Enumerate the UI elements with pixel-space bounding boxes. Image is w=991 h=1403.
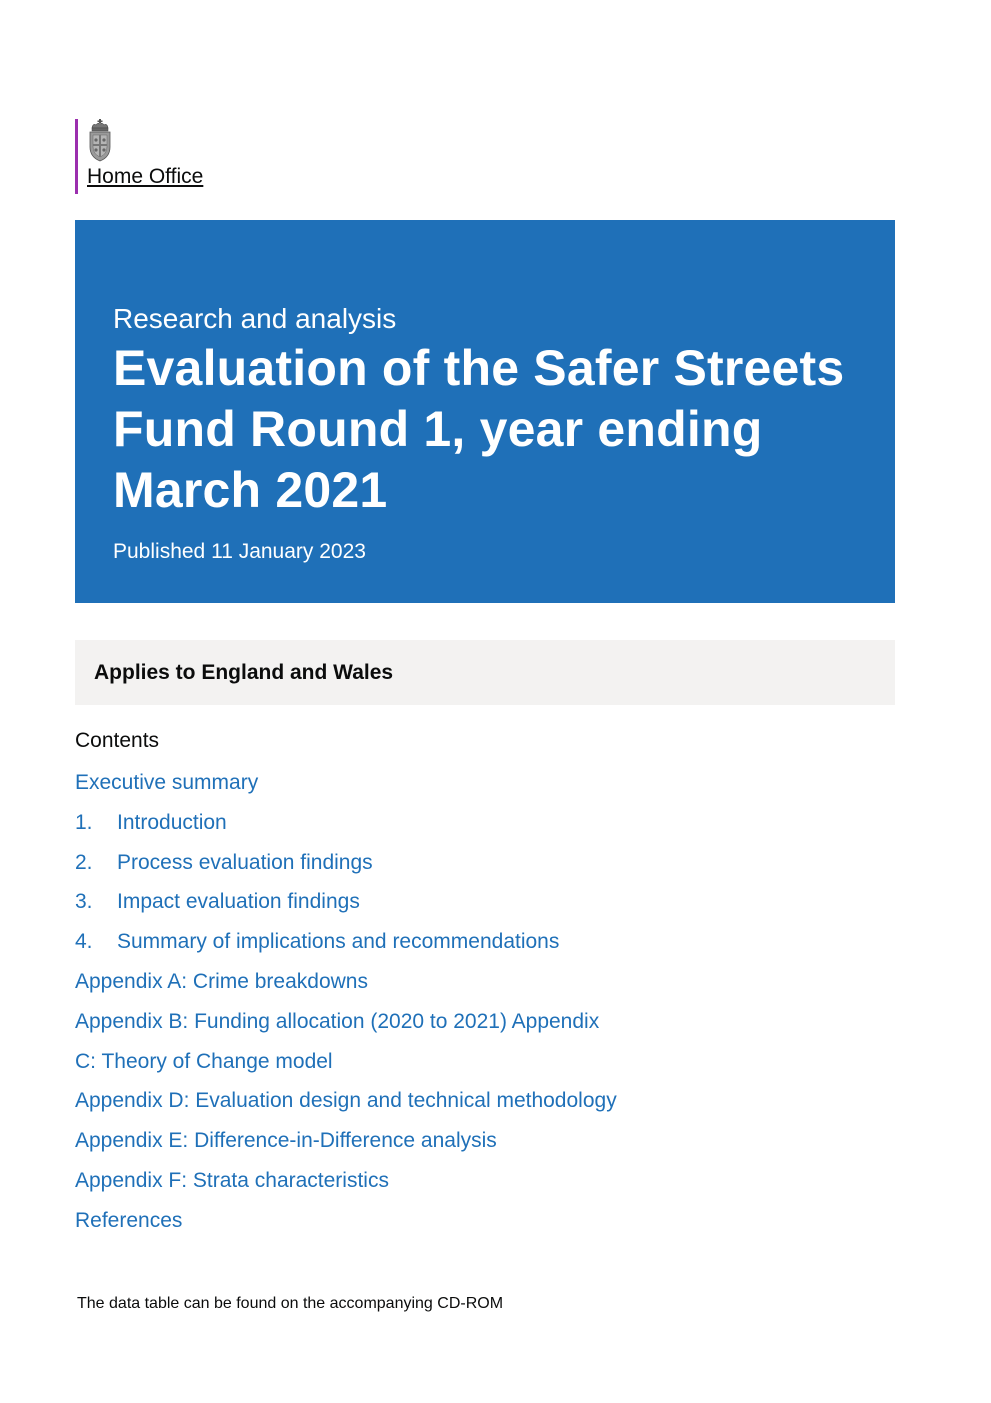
toc-link-appendix-b[interactable]: Appendix B: Funding allocation (2020 to 2021) Appendix bbox=[75, 1009, 600, 1033]
toc-number: 3. bbox=[75, 890, 93, 914]
toc-link-process-evaluation[interactable]: Process evaluation findings bbox=[117, 850, 373, 874]
applies-to-text: Applies to England and Wales bbox=[94, 661, 394, 684]
toc-item[interactable] bbox=[75, 1088, 617, 1128]
toc-link-appendix-a[interactable]: Appendix A: Crime breakdowns bbox=[75, 969, 368, 993]
toc-item[interactable] bbox=[75, 810, 617, 850]
toc-item[interactable] bbox=[75, 850, 617, 890]
applies-to-box bbox=[75, 640, 895, 705]
toc-link-references[interactable]: References bbox=[75, 1208, 183, 1232]
toc-number: 1. bbox=[75, 810, 93, 834]
toc-item[interactable] bbox=[75, 929, 617, 969]
toc-item[interactable] bbox=[75, 770, 617, 810]
toc-item[interactable] bbox=[75, 1009, 617, 1049]
organisation-link[interactable]: Home Office bbox=[87, 165, 204, 188]
toc-item[interactable] bbox=[75, 1208, 617, 1248]
contents-heading: Contents bbox=[75, 729, 160, 752]
toc-link-executive-summary[interactable]: Executive summary bbox=[75, 771, 259, 794]
toc-link-appendix-d[interactable]: Appendix D: Evaluation design and technical methodology bbox=[75, 1089, 617, 1113]
toc-link-appendix-c[interactable]: C: Theory of Change model bbox=[75, 1049, 333, 1073]
toc-number: 4. bbox=[75, 930, 93, 954]
toc-item[interactable] bbox=[75, 1168, 617, 1208]
table-of-contents bbox=[75, 770, 617, 1248]
title-banner bbox=[75, 220, 895, 603]
toc-link-appendix-e[interactable]: Appendix E: Difference-in-Difference analysis bbox=[75, 1129, 497, 1153]
toc-number: 2. bbox=[75, 850, 93, 874]
toc-link-impact-evaluation[interactable]: Impact evaluation findings bbox=[117, 890, 360, 914]
published-date: Published 11 January 2023 bbox=[113, 540, 366, 563]
organisation-logo[interactable] bbox=[75, 119, 203, 194]
toc-item[interactable] bbox=[75, 889, 617, 929]
toc-link-summary-implications[interactable]: Summary of implications and recommendations bbox=[117, 930, 560, 954]
footnote-text: The data table can be found on the accompanying CD-ROM bbox=[77, 1295, 504, 1312]
toc-item[interactable] bbox=[75, 1049, 617, 1089]
toc-item[interactable] bbox=[75, 1128, 617, 1168]
toc-link-introduction[interactable]: Introduction bbox=[117, 810, 227, 834]
toc-link-appendix-f[interactable]: Appendix F: Strata characteristics bbox=[75, 1168, 389, 1192]
royal-crest-icon bbox=[87, 119, 113, 163]
document-type: Research and analysis bbox=[113, 303, 397, 334]
toc-item[interactable] bbox=[75, 969, 617, 1009]
page-title: Evaluation of the Safer Streets Fund Round 1, year ending March 2021 bbox=[113, 340, 845, 518]
